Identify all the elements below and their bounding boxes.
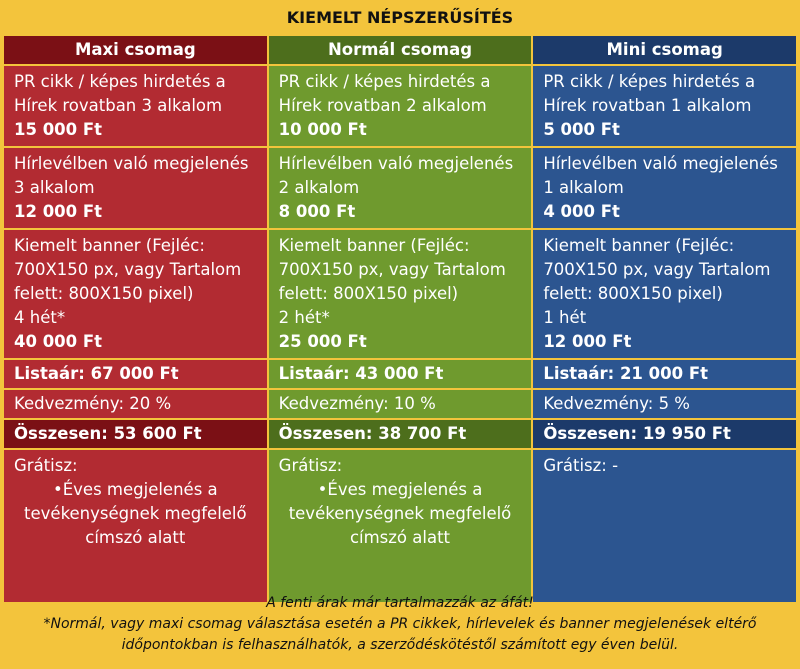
usage-note: *Normál, vagy maxi csomag választása esetén a PR cikkek, hírlevelek és banner megjelenések eltérő időpontokban is felhasználhatók, a szerződéskötéstől számított egy éven belül. — [43, 616, 757, 653]
newsletter-text: Hírlevélben való megjelenés 3 alkalom — [14, 154, 249, 197]
banner-cell-maxi — [3, 229, 268, 359]
list-price-normal: Listaár: 43 000 Ft — [268, 359, 533, 389]
gratis-mini — [532, 449, 797, 603]
gratis-label: Grátisz: — [14, 456, 78, 475]
gratis-maxi — [3, 449, 268, 603]
banner-duration: 4 hét* — [14, 308, 66, 327]
header-mini: Mini csomag — [532, 35, 797, 65]
banner-price: 12 000 Ft — [543, 332, 632, 351]
banner-text: Kiemelt banner (Fejléc: 700X150 px, vagy Tartalom felett: 800X150 pixel) — [14, 236, 242, 303]
footer-notes — [0, 593, 800, 656]
banner-price: 40 000 Ft — [14, 332, 103, 351]
gratis-row — [3, 449, 797, 603]
newsletter-row — [3, 147, 797, 229]
pr-price: 10 000 Ft — [278, 120, 367, 139]
list-price-maxi: Listaár: 67 000 Ft — [3, 359, 268, 389]
vat-note: A fenti árak már tartalmazzák az áfát! — [266, 595, 534, 611]
newsletter-price: 12 000 Ft — [14, 202, 103, 221]
header-maxi: Maxi csomag — [3, 35, 268, 65]
discount-row — [3, 389, 797, 419]
banner-text: Kiemelt banner (Fejléc: 700X150 px, vagy Tartalom felett: 800X150 pixel) — [278, 236, 506, 303]
list-price-row — [3, 359, 797, 389]
gratis-normal — [268, 449, 533, 603]
discount-mini: Kedvezmény: 5 % — [532, 389, 797, 419]
banner-cell-normal — [268, 229, 533, 359]
banner-text: Kiemelt banner (Fejléc: 700X150 px, vagy Tartalom felett: 800X150 pixel) — [543, 236, 771, 303]
pr-text: PR cikk / képes hirdetés a Hírek rovatban 2 alkalom — [278, 72, 491, 115]
banner-duration: 2 hét* — [278, 308, 330, 327]
page-title: KIEMELT NÉPSZERŰSÍTÉS — [286, 7, 514, 27]
gratis-text: •Éves megjelenés a tevékenységnek megfelelő címszó alatt — [24, 480, 247, 547]
newsletter-price: 4 000 Ft — [543, 202, 620, 221]
gratis-text: •Éves megjelenés a tevékenységnek megfelelő címszó alatt — [288, 480, 512, 547]
newsletter-text: Hírlevélben való megjelenés 2 alkalom — [278, 154, 514, 197]
discount-normal: Kedvezmény: 10 % — [268, 389, 533, 419]
newsletter-cell-normal — [268, 147, 533, 229]
banner-cell-mini — [532, 229, 797, 359]
total-normal: Összesen: 38 700 Ft — [268, 419, 533, 449]
discount-maxi: Kedvezmény: 20 % — [3, 389, 268, 419]
banner-price: 25 000 Ft — [278, 332, 367, 351]
total-row — [3, 419, 797, 449]
pr-text: PR cikk / képes hirdetés a Hírek rovatban 3 alkalom — [14, 72, 226, 115]
package-header-row — [3, 35, 797, 65]
pr-cell-normal — [268, 65, 533, 147]
gratis-label: Grátisz: — [278, 456, 343, 475]
pr-row — [3, 65, 797, 147]
gratis-label: Grátisz: - — [543, 456, 619, 475]
banner-duration: 1 hét — [543, 308, 587, 327]
list-price-mini: Listaár: 21 000 Ft — [532, 359, 797, 389]
pr-price: 5 000 Ft — [543, 120, 620, 139]
pr-cell-maxi — [3, 65, 268, 147]
pr-cell-mini — [532, 65, 797, 147]
total-mini: Összesen: 19 950 Ft — [532, 419, 797, 449]
newsletter-cell-mini — [532, 147, 797, 229]
pricing-table — [2, 34, 798, 604]
newsletter-cell-maxi — [3, 147, 268, 229]
total-maxi: Összesen: 53 600 Ft — [3, 419, 268, 449]
header-normal: Normál csomag — [268, 35, 533, 65]
newsletter-price: 8 000 Ft — [278, 202, 356, 221]
banner-row — [3, 229, 797, 359]
pr-text: PR cikk / képes hirdetés a Hírek rovatban 1 alkalom — [543, 72, 756, 115]
newsletter-text: Hírlevélben való megjelenés 1 alkalom — [543, 154, 778, 197]
pr-price: 15 000 Ft — [14, 120, 103, 139]
